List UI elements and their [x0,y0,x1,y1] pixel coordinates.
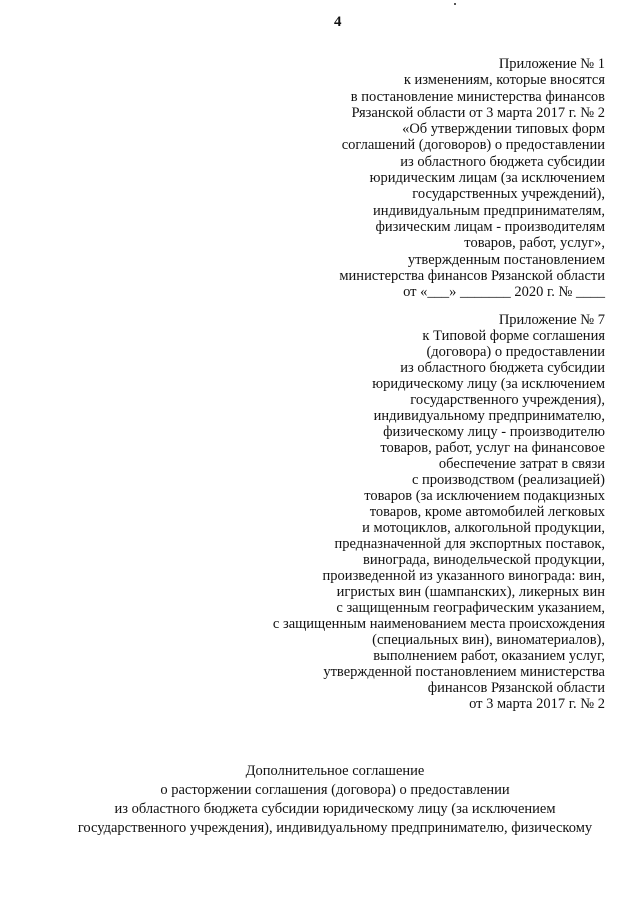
document-title [40,762,630,838]
appendix-7-line: юридическому лицу (за исключением [372,376,605,392]
appendix-7-line: выполнением работ, оказанием услуг, [373,648,605,664]
appendix-1-line: юридическим лицам (за исключением [369,170,605,187]
appendix-7-line: с производством (реализацией) [411,472,605,488]
appendix-7-line: товаров, кроме автомобилей легковых [369,504,605,520]
appendix-7-line: из областного бюджета субсидии [400,360,605,376]
appendix-7-line: от 3 марта 2017 г. № 2 [469,696,605,712]
title-line: Дополнительное соглашение [245,763,425,779]
scan-speck [454,3,456,5]
title-line: из областного бюджета субсидии юридическому лицу (за исключением [114,801,556,817]
appendix-7-line: к Типовой форме соглашения [422,328,605,344]
appendix-1-line: «Об утверждении типовых форм [402,121,605,138]
appendix-1-line: государственных учреждений), [412,186,605,203]
appendix-7-line: с защищенным географическим указанием, [336,600,605,616]
appendix-7-line: игристых вин (шампанских), ликерных вин [336,584,605,600]
appendix-7-line: утвержденной постановлением министерства [323,664,605,680]
appendix-7-line: с защищенным наименованием места происхождения [272,616,605,632]
appendix-1-line: из областного бюджета субсидии [400,153,605,170]
page-number: 4 [334,14,342,30]
appendix-1-line: к изменениям, которые вносятся [403,72,605,89]
appendix-7-line: Приложение № 7 [498,312,605,328]
appendix-7-line: и мотоциклов, алкогольной продукции, [362,520,605,536]
appendix-7-line: (специальных вин), виноматериалов), [372,632,605,648]
appendix-7-line: (договора) о предоставлении [426,344,605,360]
appendix-7-line: физическому лицу - производителю [383,424,605,440]
appendix-1-line: Рязанской области от 3 марта 2017 г. № 2 [351,104,605,121]
appendix-1-header [339,56,605,300]
appendix-1-line: индивидуальным предпринимателям, [373,202,605,219]
appendix-1-line: физическим лицам - производителям [375,218,605,235]
appendix-1-line: утвержденным постановлением [407,251,605,268]
appendix-1-line: товаров, работ, услуг», [464,235,605,252]
title-line: о расторжении соглашения (договора) о предоставлении [160,782,510,798]
appendix-7-line: произведенной из указанного винограда: вин, [322,568,605,584]
appendix-1-line: министерства финансов Рязанской области [339,267,605,284]
title-line: государственного учреждения), индивидуальному предпринимателю, физическому [77,820,593,836]
appendix-1-line: в постановление министерства финансов [350,88,605,105]
appendix-7-line: винограда, винодельческой продукции, [363,552,605,568]
appendix-7-line: предназначенной для экспортных поставок, [334,536,605,552]
appendix-7-line: товаров, работ, услуг на финансовое [380,440,605,456]
appendix-7-line: индивидуальному предпринимателю, [373,408,605,424]
appendix-7-line: товаров (за исключением подакцизных [364,488,605,504]
appendix-7-line: государственного учреждения), [410,392,605,408]
appendix-1-line: от «___» _______ 2020 г. № ____ [403,284,605,301]
appendix-7-header [273,312,605,712]
appendix-7-line: финансов Рязанской области [427,680,605,696]
appendix-7-line: обеспечение затрат в связи [438,456,605,472]
appendix-1-line: Приложение № 1 [498,56,605,72]
appendix-1-line: соглашений (договоров) о предоставлении [341,137,605,154]
